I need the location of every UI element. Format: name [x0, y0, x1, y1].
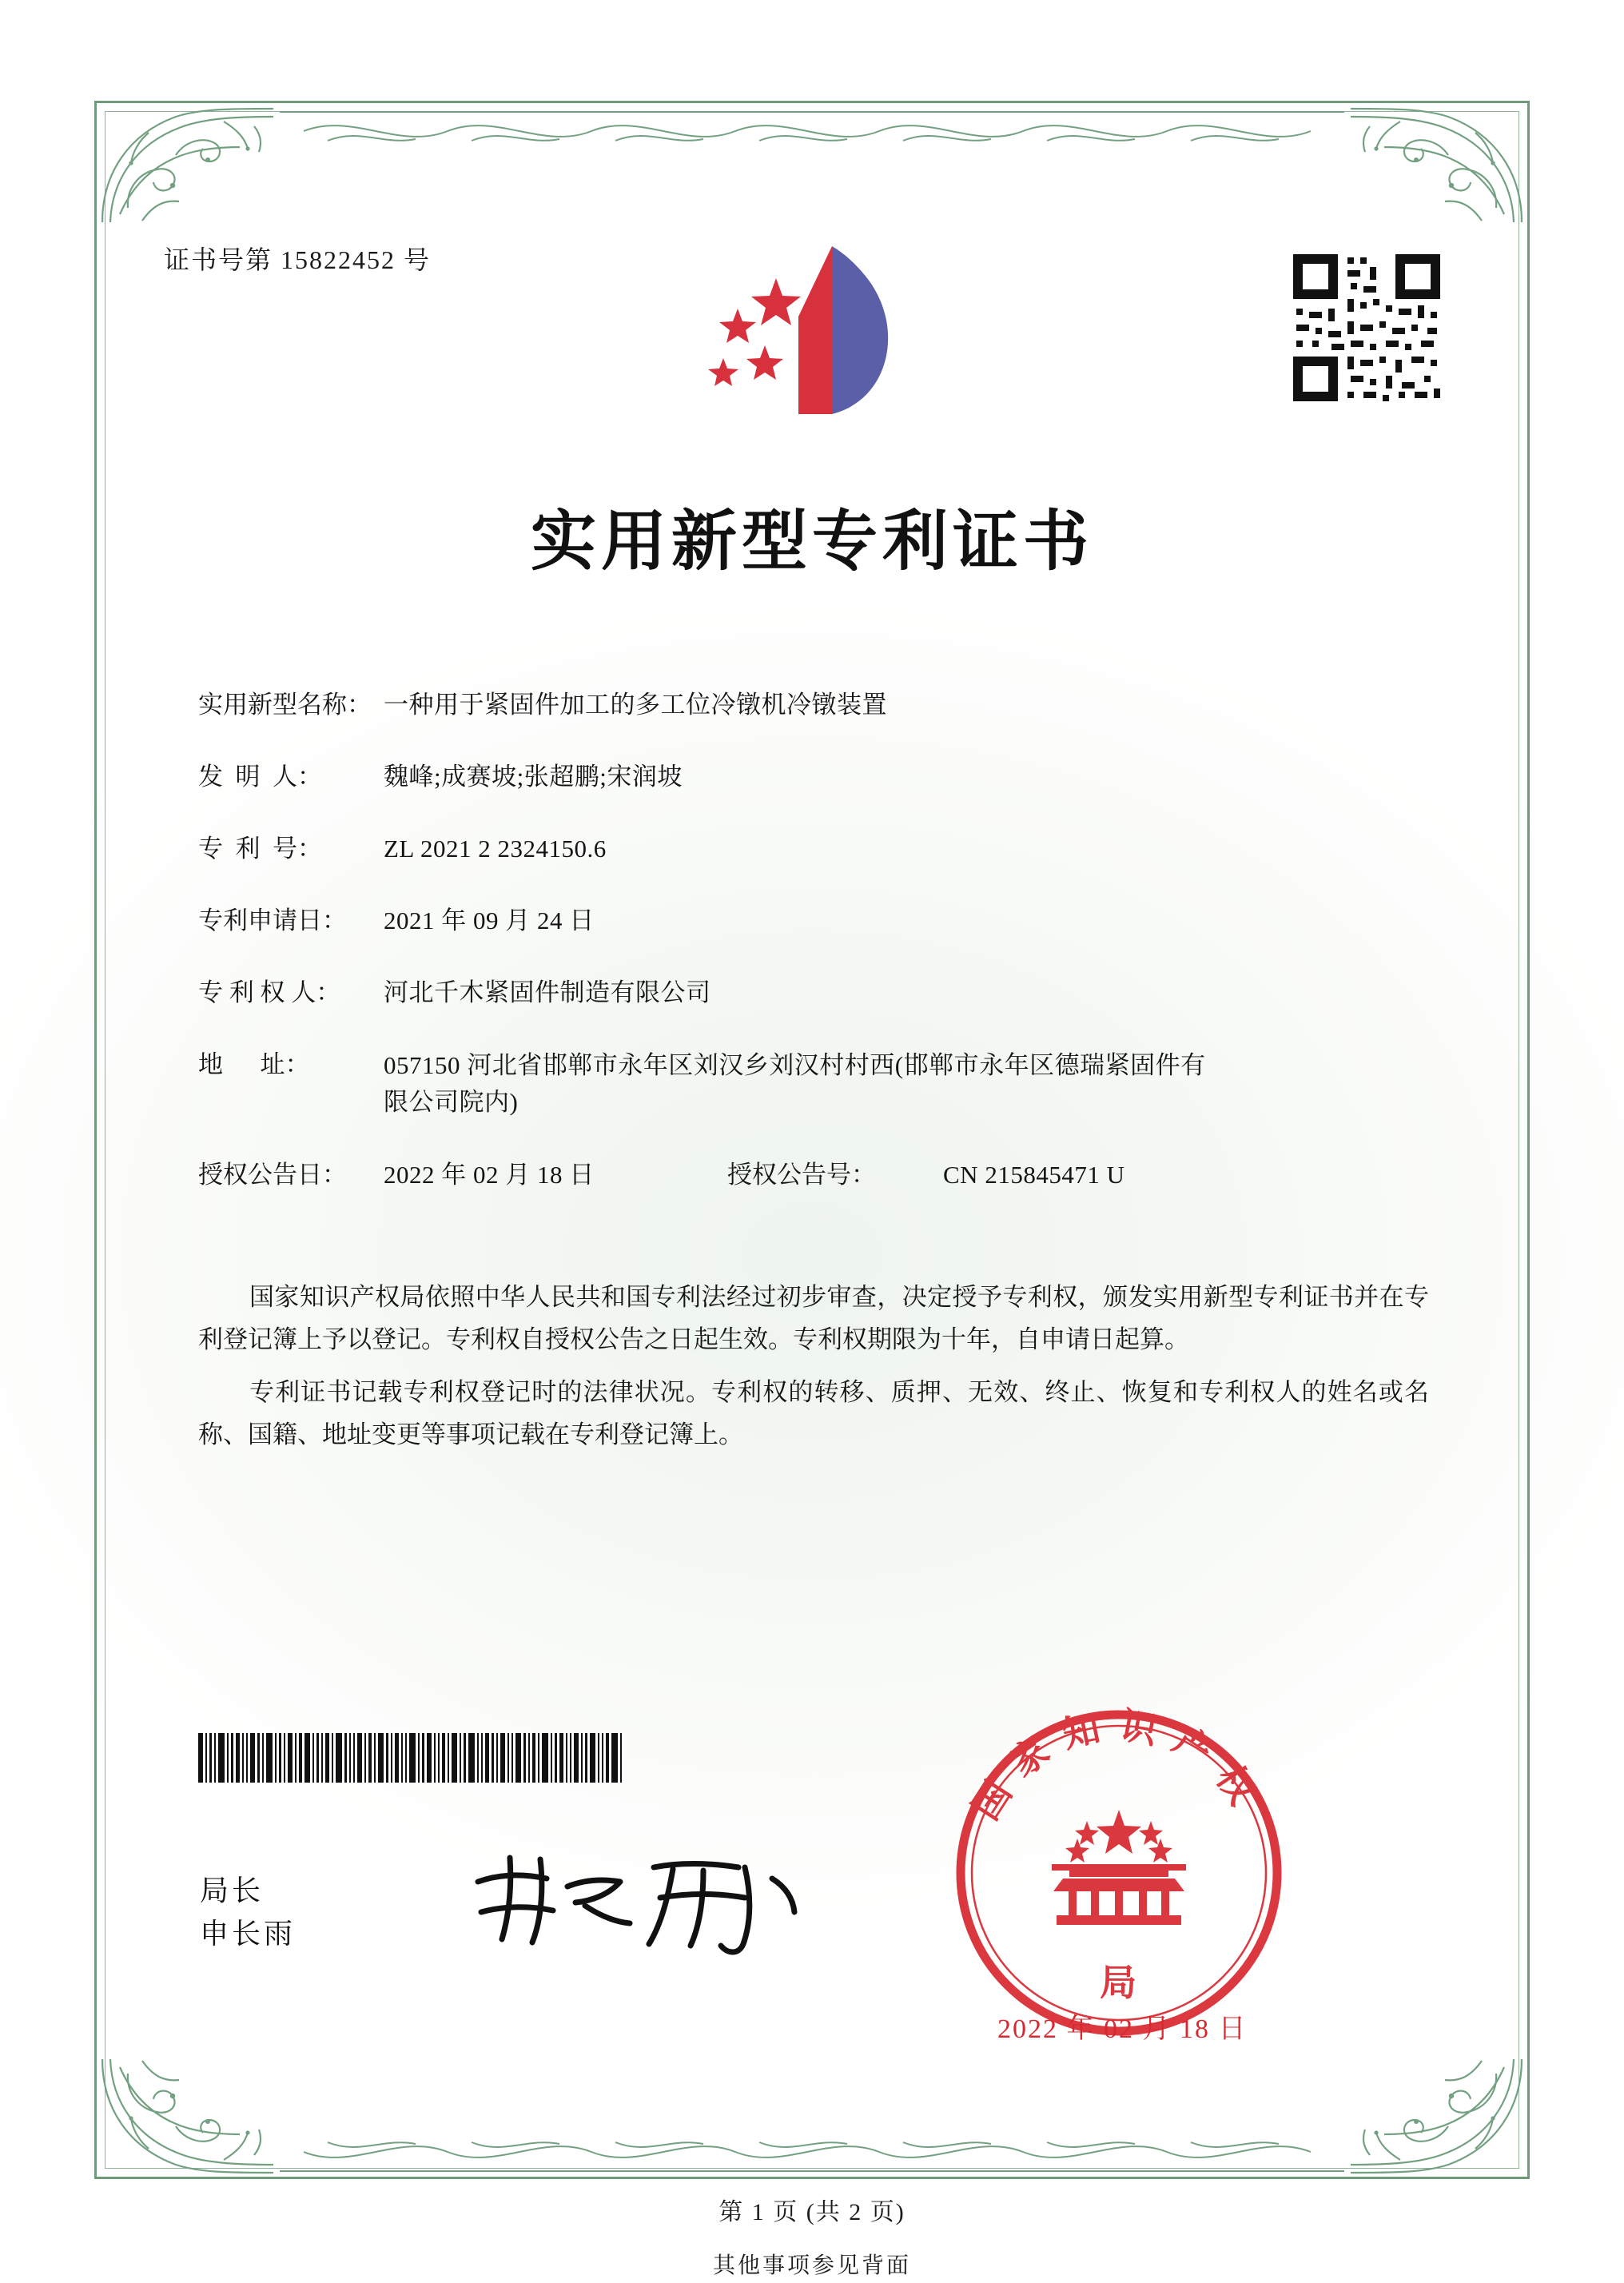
certificate-number: 证书号第 15822452 号: [164, 245, 432, 274]
page-number: 第 1 页 (共 2 页): [718, 2199, 906, 2225]
paragraph-1: 国家知识产权局依照中华人民共和国专利法经过初步审查，决定授予专利权，颁发实用新型专利证书并在专利登记簿上予以登记。专利权自授权公告之日起生效。专利权期限为十年，自申请日起算。: [198, 1283, 1429, 1354]
field-announcement: [198, 1157, 1413, 1193]
director-labels: [200, 1869, 296, 1955]
page-title: 实用新型专利证书: [530, 503, 1093, 580]
field-label: 专利申请日：: [198, 906, 347, 934]
announcement-date-label: 授权公告日：: [198, 1160, 347, 1189]
seal-date: 2022 年 02 月 18 日: [997, 2014, 1248, 2044]
field-value: 河北千木紧固件制造有限公司: [384, 978, 711, 1006]
official-red-seal-icon: [947, 1701, 1291, 2045]
field-value: 057150 河北省邯郸市永年区刘汉乡刘汉村村西(邯郸市永年区德瑞紧固件有限公司院内): [384, 1050, 1206, 1117]
field-patent-number: [198, 831, 1413, 867]
svg-text:局: 局: [1099, 1960, 1137, 2005]
announcement-number-value: CN 215845471 U: [943, 1160, 1125, 1189]
director-title: 局长: [200, 1875, 265, 1906]
field-label: 发 明 人：: [198, 762, 322, 791]
field-value: ZL 2021 2 2324150.6: [384, 834, 607, 863]
back-side-note: 其他事项参见背面: [712, 2253, 911, 2278]
svg-text:国家知识产权: 国家知识产权: [963, 1703, 1273, 1827]
field-application-date: [198, 903, 1413, 939]
director-name: 申长雨: [200, 1918, 297, 1950]
field-label: 实用新型名称：: [198, 691, 372, 719]
field-list: [198, 687, 1413, 1225]
field-inventors: [198, 759, 1413, 795]
field-address: [198, 1047, 1413, 1122]
field-label: 专 利 号：: [198, 834, 322, 863]
cnipa-logo-icon: [675, 232, 923, 432]
field-value: 2021 年 09 月 24 日: [384, 906, 595, 934]
barcode-icon: [198, 1733, 630, 1783]
field-label: 地 址：: [198, 1050, 310, 1078]
field-label: 专 利 权 人：: [198, 978, 341, 1006]
field-utility-model-name: [198, 687, 1413, 723]
field-patentee: [198, 975, 1413, 1011]
announcement-date-value: 2022 年 02 月 18 日: [384, 1160, 595, 1189]
announcement-number-label: 授权公告号：: [727, 1160, 876, 1189]
field-value: 魏峰;成赛坡;张超鹏;宋润坡: [384, 762, 683, 791]
handwritten-signature-icon: [464, 1839, 815, 1958]
field-value: 一种用于紧固件加工的多工位冷镦机冷镦装置: [384, 691, 887, 719]
qr-code-icon: [1287, 248, 1447, 408]
body-paragraphs: [198, 1276, 1429, 1465]
paragraph-2: 专利证书记载专利权登记时的法律状况。专利权的转移、质押、无效、终止、恢复和专利权人的姓名或名称、国籍、地址变更等事项记载在专利登记簿上。: [198, 1377, 1429, 1448]
